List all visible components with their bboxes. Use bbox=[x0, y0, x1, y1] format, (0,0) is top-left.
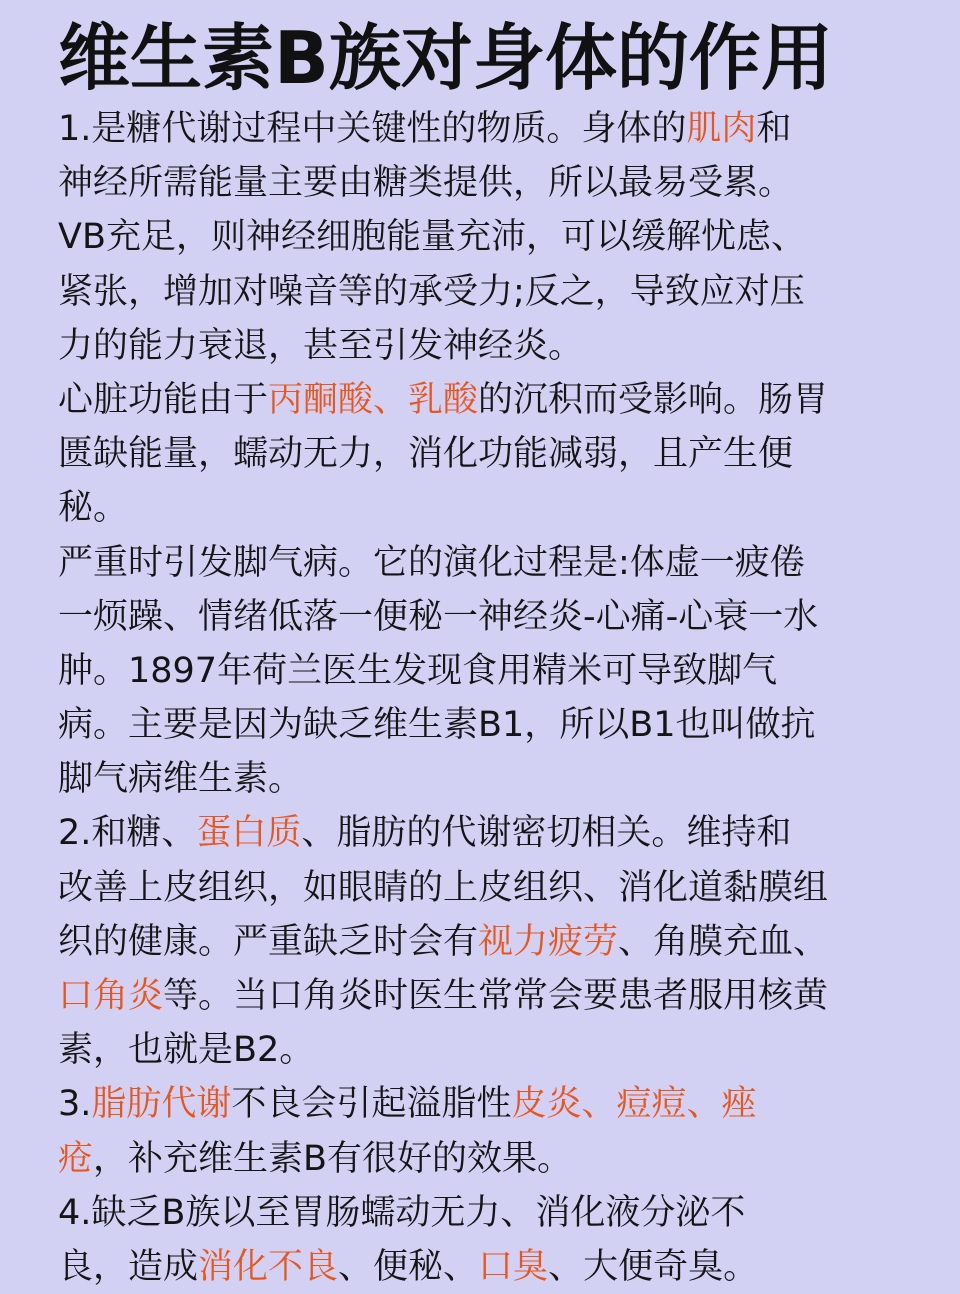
body-text: ，补充维生素B有很好的效果。 bbox=[93, 1138, 573, 1179]
body-text: 紧张，增加对噪音等的承受力;反之，导致应对压 bbox=[58, 271, 805, 312]
body-text: 、角膜充血、 bbox=[618, 921, 829, 962]
body-text: 的沉积而受影响。肠胃 bbox=[478, 379, 829, 420]
highlighted-term: 丙酮酸、乳酸 bbox=[268, 379, 479, 420]
body-text: 织的健康。严重缺乏时会有 bbox=[58, 921, 479, 962]
body-text: 4.缺乏B族以至胃肠蠕动无力、消化液分泌不 bbox=[58, 1192, 746, 1233]
body-text: 病。主要是因为缺乏维生素B1，所以B1也叫做抗 bbox=[58, 705, 816, 746]
text-line bbox=[58, 319, 932, 373]
body-text: 素，也就是B2。 bbox=[58, 1030, 315, 1071]
text-line bbox=[58, 156, 932, 210]
text-line bbox=[58, 210, 932, 264]
text-line bbox=[58, 698, 932, 752]
body-text: 力的能力衰退，甚至引发神经炎。 bbox=[58, 325, 584, 366]
body-text: 1.是糖代谢过程中关键性的物质。身体的 bbox=[58, 109, 687, 149]
text-line bbox=[58, 861, 932, 915]
body-text: 脚气病维生素。 bbox=[58, 759, 304, 800]
body-text: 和 bbox=[756, 109, 792, 149]
article-body bbox=[58, 102, 932, 1294]
text-line bbox=[58, 536, 932, 590]
body-text: 秘。 bbox=[58, 488, 129, 529]
body-text: 、大便奇臭。 bbox=[548, 1246, 759, 1287]
body-text: 、脂肪的代谢密切相关。维持和 bbox=[301, 813, 792, 854]
body-text: 一烦躁、情绪低落一便秘一神经炎-心痛-心衰一水 bbox=[58, 596, 819, 637]
text-line bbox=[58, 644, 932, 698]
body-text: 良，造成 bbox=[58, 1246, 199, 1287]
highlighted-term: 视力疲劳 bbox=[478, 921, 619, 962]
text-line bbox=[58, 373, 932, 427]
text-line bbox=[58, 752, 932, 806]
text-line bbox=[58, 1132, 932, 1186]
highlighted-term: 消化不良 bbox=[198, 1246, 339, 1287]
body-text: 心脏功能由于 bbox=[58, 379, 269, 420]
text-line bbox=[58, 1023, 932, 1077]
body-text: 2.和糖、 bbox=[58, 813, 197, 854]
text-line bbox=[58, 590, 932, 644]
text-line bbox=[58, 915, 932, 969]
text-line bbox=[58, 1186, 932, 1240]
body-text: 匮缺能量，蠕动无力，消化功能减弱，且产生便 bbox=[58, 434, 794, 475]
highlighted-term: 蛋白质 bbox=[196, 813, 302, 854]
text-line bbox=[58, 806, 932, 860]
body-text: 肿。1897年荷兰医生发现食用精米可导致脚气 bbox=[58, 650, 778, 691]
page-title: 维生素B族对身体的作用 bbox=[58, 16, 833, 100]
text-line bbox=[58, 1077, 932, 1131]
highlighted-term: 口臭 bbox=[478, 1246, 549, 1287]
text-line bbox=[58, 481, 932, 535]
body-text: VB充足，则神经细胞能量充沛，可以缓解忧虑、 bbox=[58, 217, 806, 258]
highlighted-term: 疮 bbox=[58, 1138, 94, 1179]
text-line bbox=[58, 265, 932, 319]
text-line bbox=[58, 102, 932, 156]
body-text: 改善上皮组织，如眼睛的上皮组织、消化道黏膜组 bbox=[58, 867, 829, 908]
highlighted-term: 皮炎、痘痘、痤 bbox=[511, 1084, 757, 1125]
text-line bbox=[58, 427, 932, 481]
body-text: 、便秘、 bbox=[338, 1246, 479, 1287]
body-text: 神经所需能量主要由糖类提供，所以最易受累。 bbox=[58, 163, 794, 204]
highlighted-term: 肌肉 bbox=[686, 109, 757, 149]
body-text: 不良会引起溢脂性 bbox=[231, 1084, 512, 1125]
body-text: 严重时引发脚气病。它的演化过程是:体虚一疲倦 bbox=[58, 542, 805, 583]
highlighted-term: 口角炎 bbox=[58, 976, 164, 1016]
highlighted-term: 脂肪代谢 bbox=[91, 1084, 232, 1125]
text-line bbox=[58, 969, 932, 1023]
body-text: 3. bbox=[58, 1084, 92, 1125]
text-line bbox=[58, 1240, 932, 1294]
body-text: 等。当口角炎时医生常常会要患者服用核黄 bbox=[163, 976, 829, 1016]
